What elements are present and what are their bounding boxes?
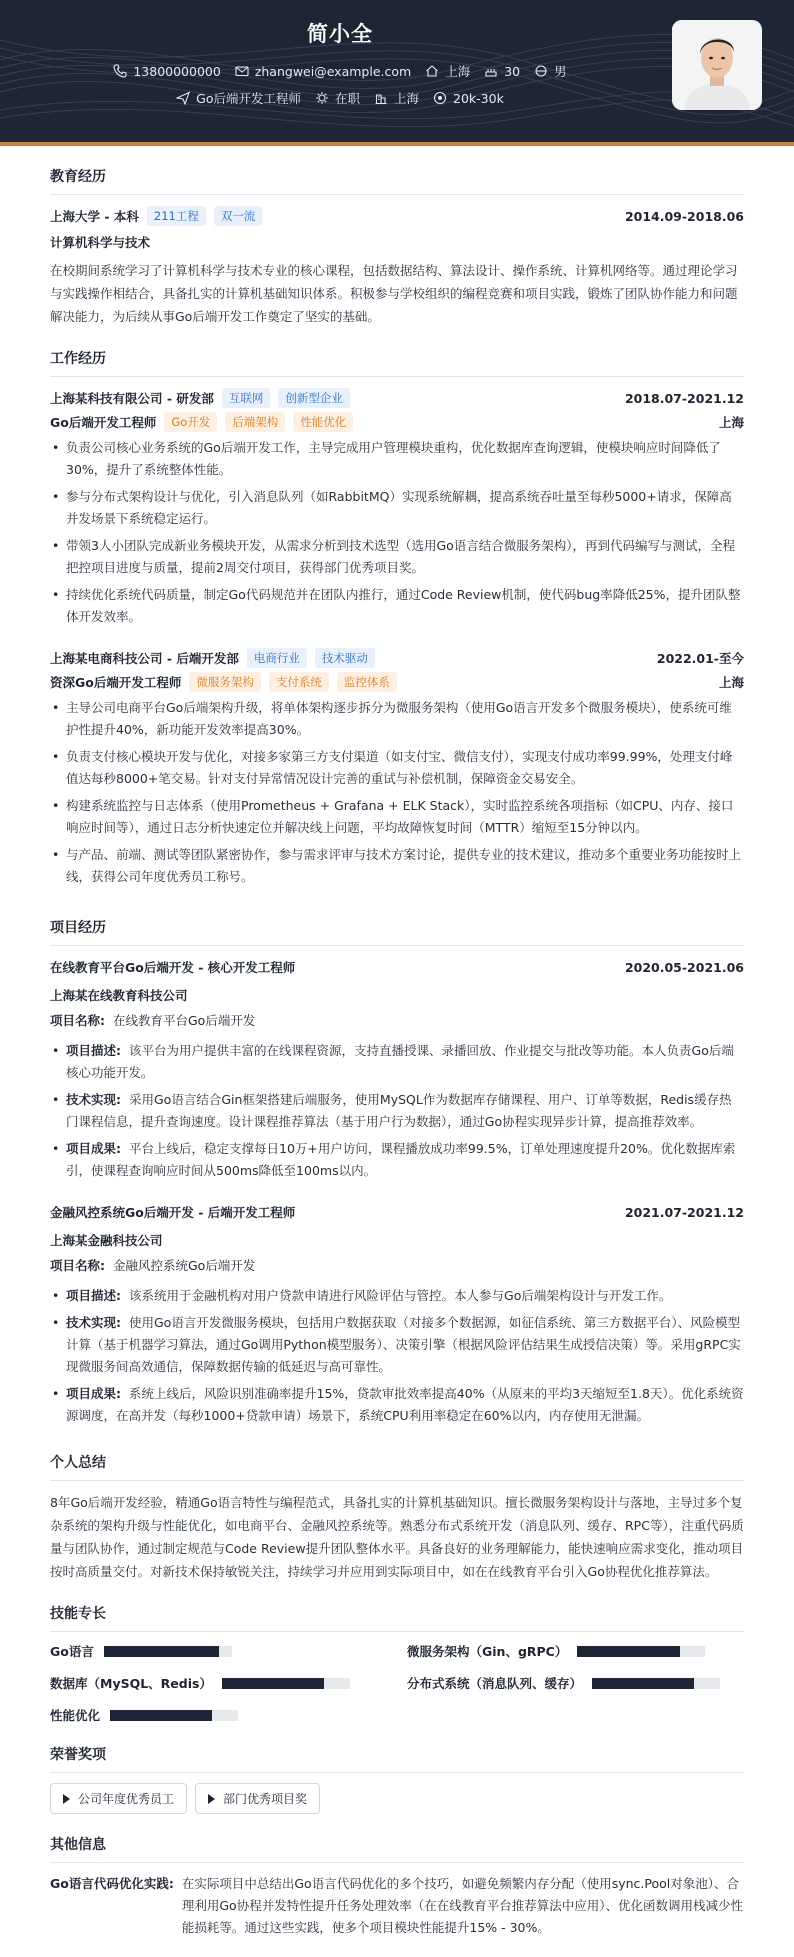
project-bullet xyxy=(50,1383,744,1427)
target-city-item xyxy=(374,89,419,107)
salary-text: 20k-30k xyxy=(453,90,504,106)
work-bullet: • 构建系统监控与日志体系（使用Prometheus + Grafana + ELK Stack），实时监控系统各项指标（如CPU、内存、接口响应时间等），通过日志分析快速定位并解决线上问题，平均故障恢复时间（MTTR）缩短至15分钟以内。 xyxy=(50,795,744,839)
skill-name: 微服务架构（Gin、gRPC） xyxy=(407,1644,568,1659)
bullet-label: 项目成果: xyxy=(66,1386,121,1401)
skill-item xyxy=(50,1706,387,1724)
section-title-projects: 项目经历 xyxy=(50,893,744,946)
work-bullet: • 参与分布式架构设计与优化，引入消息队列（如RabbitMQ）实现系统解耦，提高系统吞吐量至每秒5000+请求，保障高并发场景下系统稳定运行。 xyxy=(50,486,744,530)
skill-bar-fill xyxy=(222,1678,324,1689)
age-item xyxy=(484,64,520,79)
section-title-other: 其他信息 xyxy=(50,1814,744,1863)
project-entry xyxy=(50,956,744,1182)
bullet-label: 项目描述: xyxy=(66,1043,121,1058)
gender-text: 男 xyxy=(554,64,567,79)
gender-icon xyxy=(534,64,548,78)
bullet-text: 采用Go语言结合Gin框架搭建后端服务，使用MySQL作为数据库存储课程、用户、订单等数据，Redis缓存热门课程信息，提升查询速度。设计课程推荐算法（基于用户行为数据），通过Go协程实现异步计算，提高推荐效率。 xyxy=(66,1092,732,1129)
skill-name: 分布式系统（消息队列、缓存） xyxy=(407,1676,583,1691)
phone-text: 13800000000 xyxy=(133,63,221,79)
job-role: Go后端开发工程师 xyxy=(50,415,157,430)
work-entry xyxy=(50,387,744,628)
bullet-text: 该系统用于金融机构对用户贷款申请进行风险评估与管控。本人参与Go后端架构设计与开发工作。 xyxy=(129,1288,672,1303)
honor-item xyxy=(50,1783,187,1814)
city-text: 上海 xyxy=(445,64,471,79)
company-name: 上海某电商科技公司 - 后端开发部 xyxy=(50,651,239,666)
send-icon xyxy=(176,91,190,105)
project-name-row xyxy=(50,1255,744,1277)
honor-label: 公司年度优秀员工 xyxy=(78,1792,175,1806)
bullet-label: 项目成果: xyxy=(66,1141,121,1156)
work-bullet: • 与产品、前端、测试等团队紧密协作，参与需求评审与技术方案讨论，提供专业的技术建议，推动多个重要业务功能按时上线，获得公司年度优秀员工称号。 xyxy=(50,844,744,888)
project-bullet xyxy=(50,1138,744,1182)
other-info-key: Go语言代码优化实践: xyxy=(50,1876,174,1891)
project-title: 在线教育平台Go后端开发 - 核心开发工程师 xyxy=(50,960,296,975)
skill-bar-fill xyxy=(577,1646,679,1657)
bullet-text: 该平台为用户提供丰富的在线课程资源，支持直播授课、录播回放、作业提交与批改等功能。本人负责Go后端核心功能开发。 xyxy=(66,1043,734,1080)
bullet-label: 技术实现: xyxy=(66,1092,121,1107)
avatar-portrait xyxy=(672,20,762,110)
section-title-work: 工作经历 xyxy=(50,328,744,377)
section-title-education: 教育经历 xyxy=(50,146,744,195)
skill-bar xyxy=(222,1678,350,1689)
project-name-value: 金融风控系统Go后端开发 xyxy=(113,1258,256,1273)
project-name-label: 项目名称: xyxy=(50,1013,105,1028)
gender-item xyxy=(534,62,567,80)
job-role: 资深Go后端开发工程师 xyxy=(50,675,182,690)
project-bullet xyxy=(50,1285,744,1307)
skill-name: 数据库（MySQL、Redis） xyxy=(50,1676,212,1691)
honor-label: 部门优秀项目奖 xyxy=(223,1792,308,1806)
work-period: 2018.07-2021.12 xyxy=(624,390,744,406)
work-period: 2022.01-至今 xyxy=(656,651,744,666)
salary-item xyxy=(433,91,504,106)
contact-row xyxy=(0,62,680,80)
skill-item xyxy=(407,1642,744,1660)
skill-tag: 微服务架构 xyxy=(189,672,261,692)
bullet-text: 使用Go语言开发微服务模块，包括用户数据获取（对接多个数据源，如征信系统、第三方数据平台）、风险模型计算（基于机器学习算法，通过Go调用Python模型服务）、决策引擎（根据风险评估结果生成授信决策）等。采用gRPC实现微服务间高效通信，保障数据传输的低延迟与高可靠性。 xyxy=(66,1315,741,1374)
status-item xyxy=(315,89,360,107)
resume-header xyxy=(0,0,794,142)
school-tag: 211工程 xyxy=(147,206,206,226)
skill-bar xyxy=(110,1710,238,1721)
project-name-value: 在线教育平台Go后端开发 xyxy=(113,1013,256,1028)
education-period: 2014.09-2018.06 xyxy=(624,208,744,224)
bullet-text: 平台上线后，稳定支撑每日10万+用户访问，课程播放成功率99.5%，订单处理速度提升20%。优化数据库索引，使课程查询响应时间从500ms降低至100ms以内。 xyxy=(66,1141,736,1178)
bullet-label: 技术实现: xyxy=(66,1315,121,1330)
play-icon xyxy=(208,1794,215,1804)
project-org: 上海某金融科技公司 xyxy=(50,1233,163,1248)
phone-item xyxy=(113,64,220,79)
job-row xyxy=(0,89,680,107)
section-title-summary: 个人总结 xyxy=(50,1432,744,1481)
city-icon xyxy=(374,91,388,105)
school-name: 上海大学 - 本科 xyxy=(50,209,139,224)
skill-bar-fill xyxy=(592,1678,694,1689)
home-icon xyxy=(425,64,439,78)
play-icon xyxy=(63,1794,70,1804)
work-bullet: • 主导公司电商平台Go后端架构升级，将单体架构逐步拆分为微服务架构（使用Go语言开发多个微服务模块），使系统可维护性提升40%，新功能开发效率提高30%。 xyxy=(50,697,744,741)
avatar xyxy=(672,20,762,110)
project-period: 2021.07-2021.12 xyxy=(624,1204,744,1220)
education-description: 在校期间系统学习了计算机科学与技术专业的核心课程，包括数据结构、算法设计、操作系统、计算机网络等。通过理论学习与实践操作相结合，具备扎实的计算机基础知识体系。积极参与学校组织的编程竞赛和项目实践，锻炼了团队协作能力和问题解决能力，为后续从事Go后端开发工作奠定了坚实的基础。 xyxy=(50,263,738,324)
job-location: 上海 xyxy=(718,415,744,430)
company-tag: 互联网 xyxy=(222,388,271,408)
company-tag: 技术驱动 xyxy=(315,648,375,668)
skill-name: 性能优化 xyxy=(50,1708,101,1723)
section-title-skills: 技能专长 xyxy=(50,1583,744,1632)
bullet-text: 系统上线后，风险识别准确率提升15%，贷款审批效率提高40%（从原来的平均3天缩短至1.8天）。优化系统资源调度，在高并发（每秒1000+贷款申请）场景下，系统CPU利用率稳定在60%以内，内存使用无泄漏。 xyxy=(66,1386,744,1423)
work-bullet: • 负责公司核心业务系统的Go后端开发工作，主导完成用户管理模块重构，优化数据库查询逻辑，使模块响应时间降低了30%，提升了系统整体性能。 xyxy=(50,437,744,481)
resume-body xyxy=(0,146,794,1939)
age-icon xyxy=(484,64,498,78)
salary-icon xyxy=(433,91,447,105)
skill-bar xyxy=(592,1678,720,1689)
skill-tag: 性能优化 xyxy=(293,412,353,432)
target-city-text: 上海 xyxy=(394,91,420,106)
project-name-label: 项目名称: xyxy=(50,1258,105,1273)
skill-tag: 后端架构 xyxy=(225,412,285,432)
skill-bar-fill xyxy=(110,1710,212,1721)
email-item xyxy=(235,64,411,79)
skill-tag: 支付系统 xyxy=(269,672,329,692)
skills-grid xyxy=(50,1642,744,1724)
company-tag: 电商行业 xyxy=(247,648,307,668)
city-item xyxy=(425,62,470,80)
honor-item xyxy=(195,1783,320,1814)
project-title: 金融风控系统Go后端开发 - 后端开发工程师 xyxy=(50,1205,296,1220)
skill-bar xyxy=(577,1646,705,1657)
project-period: 2020.05-2021.06 xyxy=(624,959,744,975)
skill-name: Go语言 xyxy=(50,1644,94,1659)
email-text: zhangwei@example.com xyxy=(254,63,412,79)
skill-tag: 监控体系 xyxy=(337,672,397,692)
work-bullet: • 带领3人小团队完成新业务模块开发，从需求分析到技术选型（选用Go语言结合微服务架构），再到代码编写与测试，全程把控项目进度与质量，提前2周交付项目，获得部门优秀项目奖。 xyxy=(50,535,744,579)
project-entry xyxy=(50,1201,744,1427)
project-bullet xyxy=(50,1089,744,1133)
other-info-value: 在实际项目中总结出Go语言代码优化的多个技巧，如避免频繁内存分配（使用sync.Pool对象池）、合理利用Go协程并发特性提升任务处理效率（在在线教育平台推荐算法中应用）、优化函数调用栈减少性能损耗等。通过这些实践，使多个项目模块性能提升15% - 30%。 xyxy=(181,1876,743,1935)
bullet-label: 项目描述: xyxy=(66,1288,121,1303)
project-org: 上海某在线教育科技公司 xyxy=(50,988,188,1003)
age-text: 30 xyxy=(504,63,521,79)
skill-tag: Go开发 xyxy=(164,412,217,432)
project-bullet xyxy=(50,1312,744,1378)
skill-bar xyxy=(104,1646,232,1657)
skill-bar-fill xyxy=(104,1646,219,1657)
project-bullet xyxy=(50,1040,744,1084)
status-text: 在职 xyxy=(335,91,361,106)
work-bullet: • 持续优化系统代码质量，制定Go代码规范并在团队内推行，通过Code Review机制，使代码bug率降低25%，提升团队整体开发效率。 xyxy=(50,584,744,628)
section-title-honors: 荣誉奖项 xyxy=(50,1724,744,1773)
education-head xyxy=(50,205,744,227)
work-entry xyxy=(50,647,744,888)
summary-text: 8年Go后端开发经验，精通Go语言特性与编程范式，具备扎实的计算机基础知识。擅长微服务架构设计与落地，主导过多个复杂系统的架构升级与性能优化，如电商平台、金融风控系统等。熟悉分布式系统开发（消息队列、缓存、RPC等），注重代码质量与团队协作，通过制定规范与Code Review提升团队整体水平。具备良好的业务理解能力，能快速响应需求变化，推动项目按时高质量交付。对新技术保持敏锐关注，持续学习并应用到实际项目中，如在在线教育平台引入Go协程优化推荐算法。 xyxy=(50,1495,744,1579)
company-name: 上海某科技有限公司 - 研发部 xyxy=(50,391,214,406)
skill-item xyxy=(50,1674,387,1692)
major: 计算机科学与技术 xyxy=(50,235,151,250)
job-text: Go后端开发工程师 xyxy=(196,91,301,106)
other-info-row xyxy=(50,1873,744,1939)
school-tag: 双一流 xyxy=(214,206,263,226)
skill-item xyxy=(50,1642,387,1660)
work-bullet: • 负责支付核心模块开发与优化，对接多家第三方支付渠道（如支付宝、微信支付），实现支付成功率99.99%，处理支付峰值达每秒8000+笔交易。针对支付异常情况设计完善的重试与补偿机制，保障资金交易安全。 xyxy=(50,746,744,790)
skill-item xyxy=(407,1674,744,1692)
project-name-row xyxy=(50,1010,744,1032)
status-icon xyxy=(315,91,329,105)
honors-list xyxy=(50,1783,744,1814)
job-location: 上海 xyxy=(718,675,744,690)
candidate-name: 简小全 xyxy=(307,22,373,46)
company-tag: 创新型企业 xyxy=(278,388,350,408)
phone-icon xyxy=(113,64,127,78)
job-item xyxy=(176,89,301,107)
mail-icon xyxy=(235,64,249,78)
